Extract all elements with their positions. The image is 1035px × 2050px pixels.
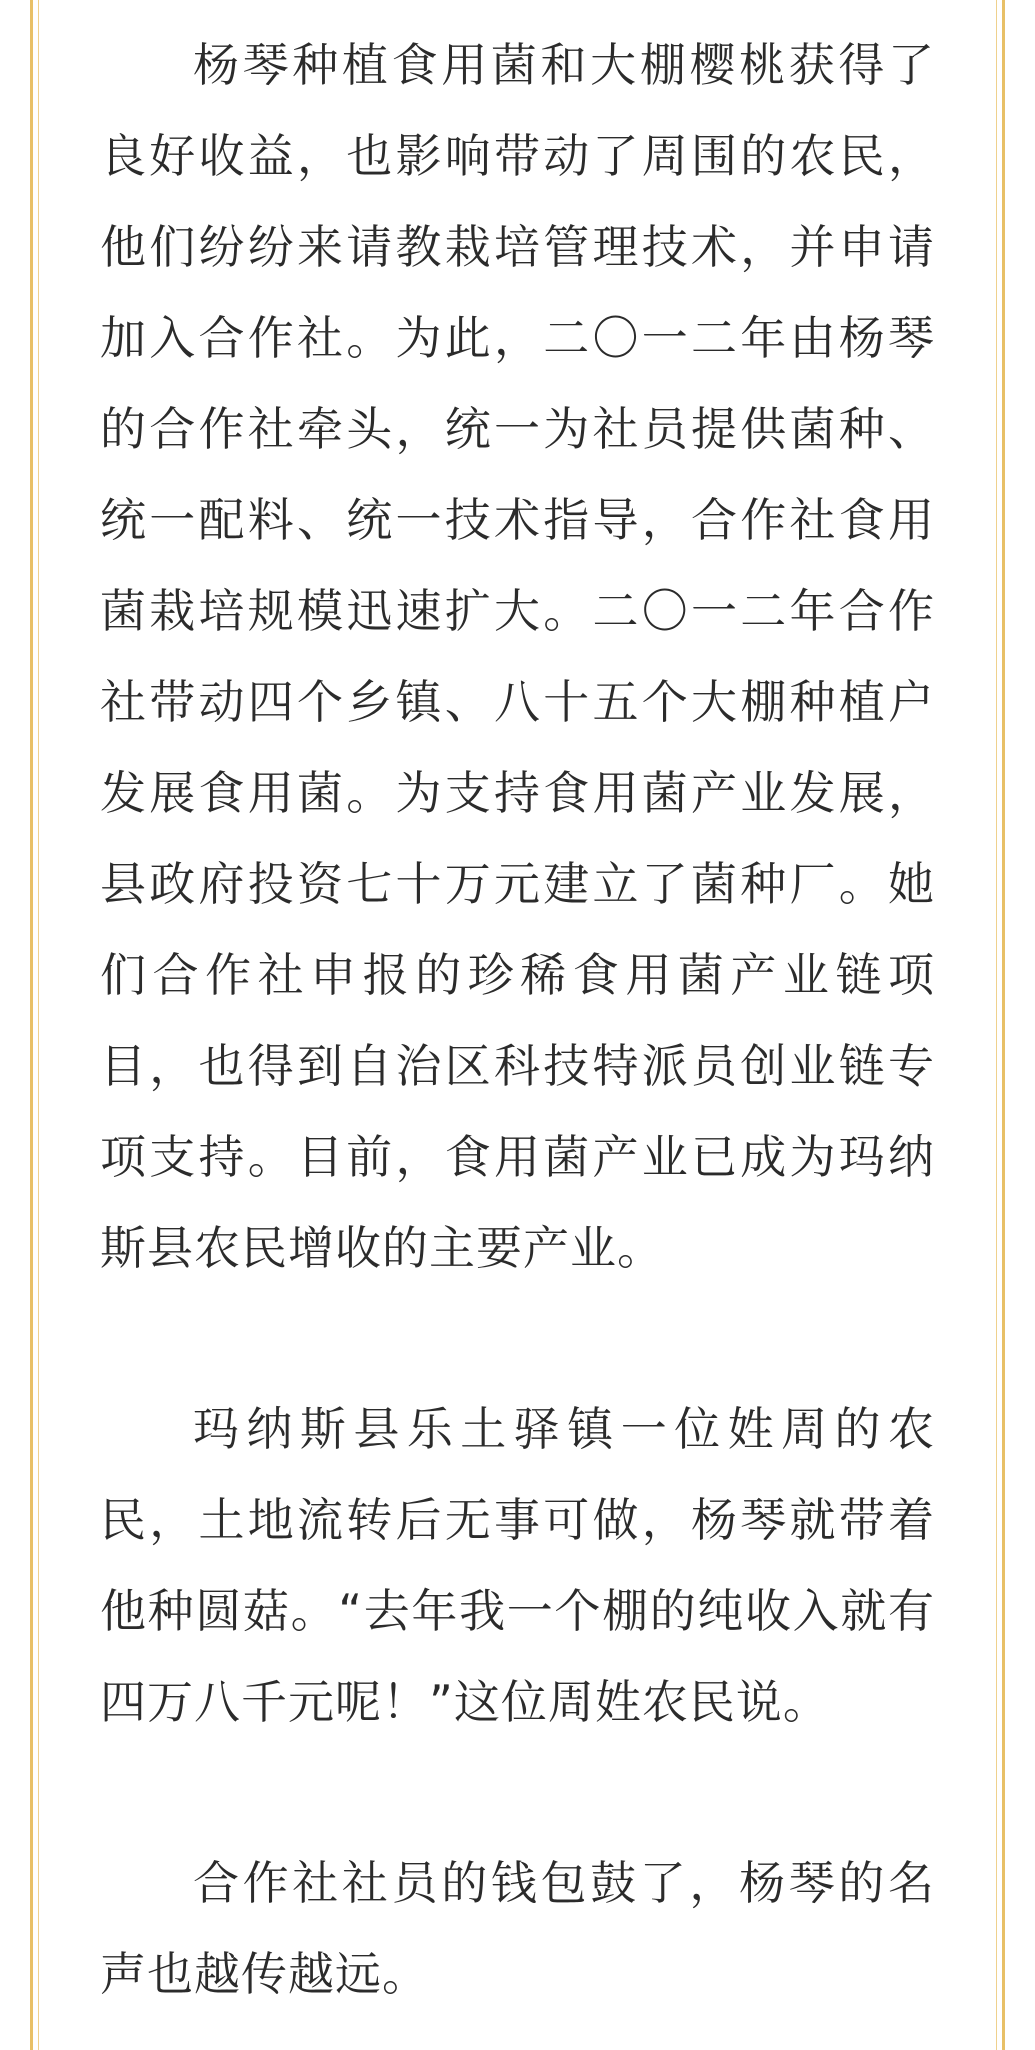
paragraph-3: 合作社社员的钱包鼓了，杨琴的名声也越传越远。 — [100, 1856, 935, 2001]
right-gold-border — [1002, 0, 1005, 2050]
paragraph-2: 玛纳斯县乐土驿镇一位姓周的农民，土地流转后无事可做，杨琴就带着他种圆菇。“去年我一个棚的纯收入就有四万八千元呢！”这位周姓农民说。 — [100, 1402, 935, 1729]
paragraph-spacer — [100, 1748, 935, 1838]
left-gold-border — [30, 0, 33, 2050]
paragraph-1: 杨琴种植食用菌和大棚樱桃获得了良好收益，也影响带动了周围的农民，他们纷纷来请教栽培管理技术，并申请加入合作社。为此，二〇一二年由杨琴的合作社牵头，统一为社员提供菌种、统一配料、统一技术指导，合作社食用菌栽培规模迅速扩大。二〇一二年合作社带动四个乡镇、八十五个大棚种植户发展食用菌。为支持食用菌产业发展，县政府投资七十万元建立了菌种厂。她们合作社申报的珍稀食用菌产业链项目，也得到自治区科技特派员创业链专项支持。目前，食用菌产业已成为玛纳斯县农民增收的主要产业。 — [100, 38, 935, 1275]
paragraph-spacer — [100, 1294, 935, 1384]
article-body — [100, 20, 935, 2020]
